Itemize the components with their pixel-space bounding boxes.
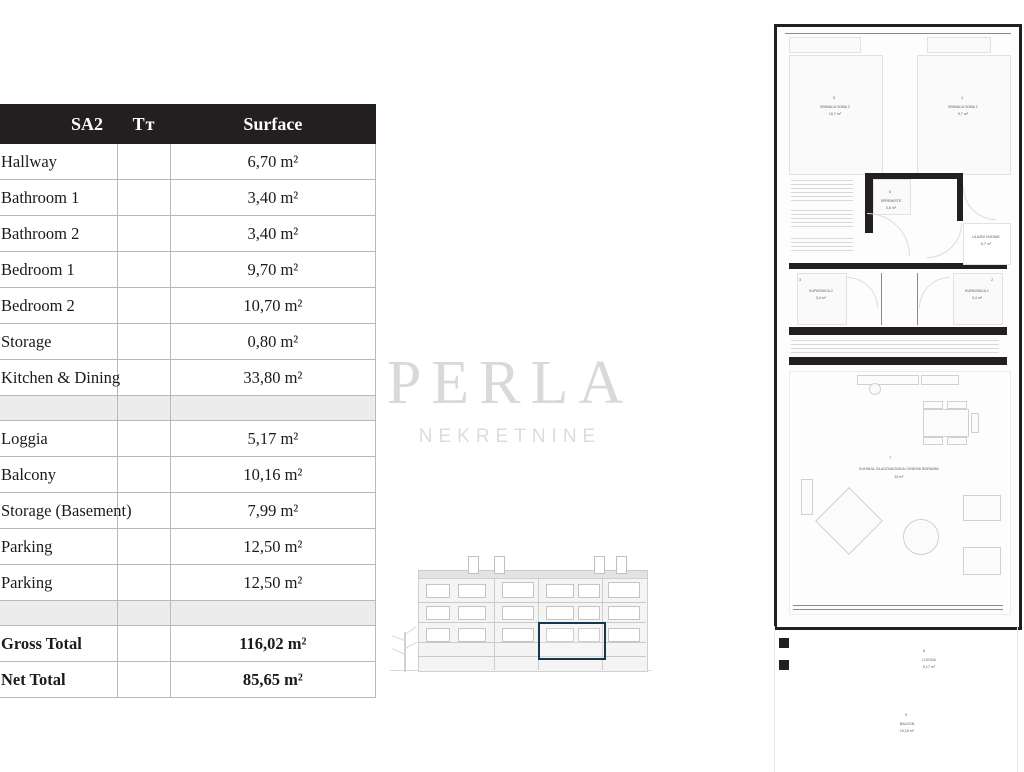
room-unit bbox=[118, 144, 170, 180]
dining-table bbox=[923, 409, 969, 437]
plan-outdoor-area bbox=[774, 626, 1018, 772]
room-surface: 5,17 m² bbox=[170, 421, 375, 457]
total-label: Net Total bbox=[0, 662, 118, 698]
separator-cell bbox=[118, 396, 170, 421]
room-unit bbox=[118, 421, 170, 457]
table-row bbox=[0, 493, 376, 529]
total-surface: 116,02 m² bbox=[170, 626, 375, 662]
roof-chimney bbox=[594, 556, 605, 574]
surface-table-body bbox=[0, 144, 376, 698]
separator-cell bbox=[118, 601, 170, 626]
watermark-title: PERLA bbox=[386, 349, 634, 417]
watermark-subtitle: NEKRETNINE bbox=[418, 426, 602, 447]
floor-line bbox=[418, 656, 646, 657]
room-area: 3,4 m² bbox=[971, 296, 983, 300]
room-label: LOGGIA bbox=[922, 658, 936, 662]
facade-window bbox=[426, 606, 450, 620]
total-unit bbox=[118, 662, 170, 698]
room-number: 8 bbox=[923, 648, 926, 653]
room-label: ULAZNI HODNIK bbox=[972, 235, 1000, 239]
room-name: Balcony bbox=[0, 457, 118, 493]
table-header-row bbox=[0, 105, 376, 144]
separator-cell bbox=[170, 601, 375, 626]
total-unit bbox=[118, 626, 170, 662]
room-number: 9 bbox=[905, 712, 908, 717]
total-surface: 85,65 m² bbox=[170, 662, 375, 698]
dining-chair bbox=[947, 401, 967, 409]
room-label: BALKON bbox=[899, 722, 915, 726]
room-number: 6 bbox=[889, 189, 892, 194]
room-unit bbox=[118, 252, 170, 288]
room-surface: 12,50 m² bbox=[170, 565, 375, 601]
tree-illustration bbox=[390, 604, 420, 672]
room-unit bbox=[118, 180, 170, 216]
table-separator-row bbox=[0, 601, 376, 626]
plan-wall bbox=[789, 327, 1007, 335]
room-area: 10,16 m² bbox=[899, 729, 915, 733]
facade-window bbox=[502, 606, 534, 620]
table-row bbox=[0, 421, 376, 457]
room-label: SPAVACA SOBA 2 bbox=[820, 105, 850, 109]
door-swing bbox=[927, 223, 962, 258]
facade-window bbox=[502, 582, 534, 598]
separator-cell bbox=[0, 396, 118, 421]
room-name: Bedroom 2 bbox=[0, 288, 118, 324]
header-unit-code: SA2 bbox=[0, 105, 118, 144]
dining-chair bbox=[947, 437, 967, 445]
surface-table-head bbox=[0, 105, 376, 144]
room-name: Storage bbox=[0, 324, 118, 360]
room-surface: 6,70 m² bbox=[170, 144, 375, 180]
room-surface: 9,70 m² bbox=[170, 252, 375, 288]
room-area: 9,7 m² bbox=[957, 112, 969, 116]
plan-line bbox=[785, 33, 1011, 34]
roof-chimney bbox=[494, 556, 505, 574]
plan-line bbox=[881, 273, 882, 325]
kitchen-counter bbox=[857, 375, 919, 385]
tree-branch bbox=[405, 641, 418, 648]
room-unit bbox=[118, 324, 170, 360]
plan-wall bbox=[957, 173, 963, 221]
facade-window bbox=[546, 606, 574, 620]
tree-branch bbox=[405, 626, 417, 635]
floor-line bbox=[418, 642, 646, 643]
room-number: 5 bbox=[833, 95, 836, 100]
room-area: 6,7 m² bbox=[980, 242, 992, 246]
table-total-row bbox=[0, 626, 376, 662]
room-area: 5,17 m² bbox=[922, 665, 936, 669]
room-surface: 10,70 m² bbox=[170, 288, 375, 324]
plan-room-living-kitchen bbox=[789, 371, 1011, 615]
room-label: SPREMISTE bbox=[880, 199, 902, 203]
table-row bbox=[0, 457, 376, 493]
room-unit bbox=[118, 360, 170, 396]
table-row bbox=[0, 565, 376, 601]
sofa bbox=[801, 479, 813, 515]
facade-window bbox=[546, 584, 574, 598]
floor-plan-drawing bbox=[770, 14, 1024, 768]
tree-trunk bbox=[404, 632, 406, 672]
room-label: KUHINJA, BLAGOVAONICA I DNEVNI BORAVAK bbox=[859, 467, 939, 471]
room-name: Storage (Basement) bbox=[0, 493, 118, 529]
table-total-row bbox=[0, 662, 376, 698]
surface-table-container bbox=[0, 104, 376, 698]
room-surface: 10,16 m² bbox=[170, 457, 375, 493]
table-row bbox=[0, 360, 376, 396]
facade-window bbox=[426, 628, 450, 642]
plan-balcony-top-right bbox=[927, 37, 991, 53]
table-row bbox=[0, 216, 376, 252]
facade-window bbox=[458, 628, 486, 642]
floor-line bbox=[418, 602, 646, 603]
door-swing bbox=[867, 213, 910, 256]
plan-hatch bbox=[791, 209, 853, 227]
room-label: KUPAONICA 1 bbox=[965, 289, 989, 293]
room-area: 3,4 m² bbox=[815, 296, 827, 300]
facade-window bbox=[578, 584, 600, 598]
facade-window bbox=[578, 606, 600, 620]
room-number: 3 bbox=[799, 277, 802, 282]
table-row bbox=[0, 529, 376, 565]
door-swing bbox=[963, 187, 996, 220]
plan-hatch bbox=[791, 235, 853, 251]
plan-balcony-top-left bbox=[789, 37, 861, 53]
room-name: Kitchen & Dining bbox=[0, 360, 118, 396]
room-surface: 3,40 m² bbox=[170, 216, 375, 252]
table-row bbox=[0, 288, 376, 324]
kitchen-sink bbox=[869, 383, 881, 395]
highlighted-unit-marker bbox=[538, 622, 606, 660]
room-unit bbox=[118, 565, 170, 601]
table-separator-row bbox=[0, 396, 376, 421]
room-name: Loggia bbox=[0, 421, 118, 457]
facade-window bbox=[608, 606, 640, 620]
room-unit bbox=[118, 216, 170, 252]
room-surface: 0,80 m² bbox=[170, 324, 375, 360]
dining-chair bbox=[923, 401, 943, 409]
door-swing bbox=[847, 277, 878, 308]
table-row bbox=[0, 144, 376, 180]
room-name: Bathroom 1 bbox=[0, 180, 118, 216]
room-number: 7 bbox=[889, 455, 892, 460]
room-area: 33 m² bbox=[894, 475, 904, 479]
facade-window bbox=[608, 628, 640, 642]
facade-window bbox=[458, 584, 486, 598]
plan-marker bbox=[779, 660, 789, 670]
table-row bbox=[0, 324, 376, 360]
room-name: Parking bbox=[0, 565, 118, 601]
room-label: KUPAONICA 2 bbox=[809, 289, 833, 293]
room-name: Parking bbox=[0, 529, 118, 565]
separator-cell bbox=[170, 396, 375, 421]
dining-chair bbox=[923, 437, 943, 445]
roof-chimney bbox=[468, 556, 479, 574]
table-row bbox=[0, 252, 376, 288]
plan-line bbox=[917, 273, 918, 325]
dining-chair bbox=[971, 413, 979, 433]
room-name: Bathroom 2 bbox=[0, 216, 118, 252]
room-surface: 3,40 m² bbox=[170, 180, 375, 216]
kitchen-counter bbox=[921, 375, 959, 385]
separator-cell bbox=[0, 601, 118, 626]
room-unit bbox=[118, 529, 170, 565]
armchair bbox=[963, 547, 1001, 575]
plan-marker bbox=[779, 638, 789, 648]
room-surface: 7,99 m² bbox=[170, 493, 375, 529]
tv-console bbox=[963, 495, 1001, 521]
room-name: Hallway bbox=[0, 144, 118, 180]
plan-line bbox=[793, 609, 1003, 610]
floor-line bbox=[418, 622, 646, 623]
floor-plan-outline bbox=[774, 24, 1022, 630]
facade-window bbox=[502, 628, 534, 642]
room-name: Bedroom 1 bbox=[0, 252, 118, 288]
room-area: 0,8 m² bbox=[885, 206, 897, 210]
plan-hatch bbox=[791, 179, 853, 201]
room-surface: 33,80 m² bbox=[170, 360, 375, 396]
roof-chimney bbox=[616, 556, 627, 574]
room-surface: 12,50 m² bbox=[170, 529, 375, 565]
table-row bbox=[0, 180, 376, 216]
plan-wall bbox=[789, 357, 1007, 365]
room-unit bbox=[118, 288, 170, 324]
room-number: 2 bbox=[991, 277, 994, 282]
facade-window bbox=[458, 606, 486, 620]
room-area: 10,7 m² bbox=[828, 112, 842, 116]
door-swing bbox=[919, 277, 950, 308]
facade-window bbox=[608, 582, 640, 598]
room-number: 4 bbox=[961, 95, 964, 100]
header-unit-symbol: Tт bbox=[118, 105, 170, 144]
building-elevation-drawing bbox=[390, 556, 652, 680]
facade-window bbox=[426, 584, 450, 598]
coffee-table bbox=[903, 519, 939, 555]
surface-table bbox=[0, 104, 376, 698]
header-surface: Surface bbox=[170, 105, 375, 144]
plan-hatch bbox=[791, 339, 999, 353]
room-unit bbox=[118, 457, 170, 493]
room-label: SPAVACA SOBA 1 bbox=[948, 105, 978, 109]
total-label: Gross Total bbox=[0, 626, 118, 662]
facade-division bbox=[494, 578, 495, 670]
plan-line bbox=[793, 605, 1003, 606]
